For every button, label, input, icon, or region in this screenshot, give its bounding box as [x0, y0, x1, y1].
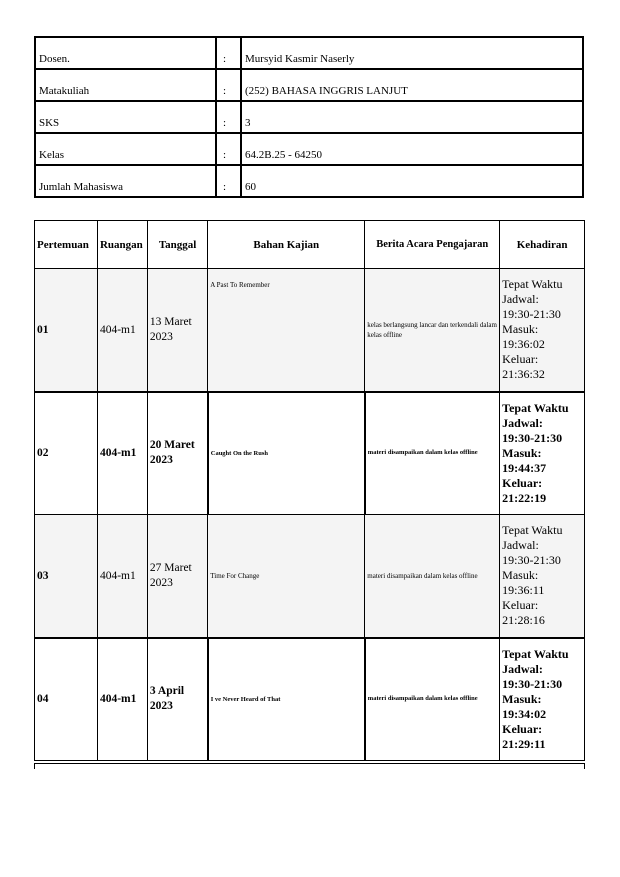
- schedule-time: 19:30-21:30: [502, 307, 561, 322]
- table-row: [35, 269, 585, 392]
- checkout-label: Keluar:: [502, 352, 539, 367]
- date: [147, 515, 207, 638]
- meeting-number: 04: [35, 638, 98, 761]
- header-bahan-kajian: Bahan Kajian: [208, 221, 365, 269]
- info-value: 60: [241, 165, 583, 197]
- table-row: [35, 392, 585, 515]
- attendance-status: Tepat Waktu: [502, 523, 563, 538]
- table-continuation-tick-right: [584, 763, 585, 769]
- date: [147, 269, 207, 392]
- table-row: [35, 638, 585, 761]
- info-label: Jumlah Mahasiswa: [35, 165, 216, 197]
- meeting-number: 02: [35, 392, 98, 515]
- checkin-time: 19:36:02: [502, 337, 545, 352]
- room: 404-m1: [97, 638, 147, 761]
- attendance: [500, 515, 585, 638]
- info-label: Matakuliah: [35, 69, 216, 101]
- schedule-label: Jadwal:: [502, 292, 539, 307]
- header-kehadiran: Kehadiran: [500, 221, 585, 269]
- date: [147, 392, 207, 515]
- schedule-label: Jadwal:: [502, 538, 539, 553]
- meeting-number: 01: [35, 269, 98, 392]
- info-row-kelas: [35, 133, 583, 165]
- room: 404-m1: [97, 392, 147, 515]
- checkin-time: 19:44:37: [502, 460, 547, 475]
- attendance-status: Tepat Waktu: [502, 400, 569, 415]
- info-row-dosen: [35, 37, 583, 69]
- info-value: 3: [241, 101, 583, 133]
- checkout-label: Keluar:: [502, 721, 543, 736]
- teaching-report: materi disampaikan dalam kelas offline: [365, 638, 500, 761]
- info-label: SKS: [35, 101, 216, 133]
- checkin-label: Masuk:: [502, 568, 539, 583]
- schedule-time: 19:30-21:30: [502, 430, 563, 445]
- info-separator: :: [216, 165, 241, 197]
- checkout-time: 21:29:11: [502, 736, 546, 751]
- attendance: [500, 392, 585, 515]
- table-header-row: [35, 221, 585, 269]
- attendance: [500, 269, 585, 392]
- date-year: 2023: [149, 330, 173, 343]
- table-continuation-tick-left: [34, 763, 35, 769]
- info-separator: :: [216, 37, 241, 69]
- meeting-number: 03: [35, 515, 98, 638]
- header-pertemuan: Pertemuan: [35, 221, 98, 269]
- info-row-sks: [35, 101, 583, 133]
- header-tanggal: Tanggal: [147, 221, 207, 269]
- attendance-status: Tepat Waktu: [502, 646, 569, 661]
- checkin-label: Masuk:: [502, 445, 542, 460]
- table-continuation-line: [34, 763, 585, 764]
- checkout-time: 21:36:32: [502, 367, 545, 382]
- meeting-log-table: [34, 220, 585, 761]
- info-separator: :: [216, 69, 241, 101]
- topic: Caught On the Rush: [208, 392, 365, 515]
- checkin-label: Masuk:: [502, 322, 539, 337]
- topic: A Past To Remember: [208, 269, 365, 392]
- checkin-time: 19:36:11: [502, 583, 545, 598]
- schedule-time: 19:30-21:30: [502, 553, 561, 568]
- attendance: [500, 638, 585, 761]
- course-info-table: [34, 36, 584, 198]
- header-berita-acara: Berita Acara Pengajaran: [365, 221, 500, 269]
- date-day-month: 3 April: [149, 685, 185, 698]
- info-row-jumlah-mahasiswa: [35, 165, 583, 197]
- date-year: 2023: [149, 454, 173, 467]
- room: 404-m1: [97, 269, 147, 392]
- date-year: 2023: [149, 576, 173, 589]
- header-ruangan: Ruangan: [97, 221, 147, 269]
- info-value: 64.2B.25 - 64250: [241, 133, 583, 165]
- schedule-label: Jadwal:: [502, 661, 543, 676]
- teaching-report: kelas berlangsung lancar dan terkendali dalam kelas offline: [365, 269, 500, 392]
- date-day-month: 20 Maret: [149, 439, 195, 452]
- table-row: [35, 515, 585, 638]
- date-year: 2023: [149, 700, 173, 713]
- checkout-time: 21:22:19: [502, 490, 547, 505]
- checkin-time: 19:34:02: [502, 706, 547, 721]
- info-separator: :: [216, 133, 241, 165]
- checkout-label: Keluar:: [502, 475, 543, 490]
- date-day-month: 27 Maret: [149, 561, 192, 574]
- checkout-label: Keluar:: [502, 598, 539, 613]
- info-label: Kelas: [35, 133, 216, 165]
- attendance-status: Tepat Waktu: [502, 277, 563, 292]
- teaching-report: materi disampaikan dalam kelas offline: [365, 392, 500, 515]
- schedule-label: Jadwal:: [502, 415, 543, 430]
- topic: Time For Change: [208, 515, 365, 638]
- checkin-label: Masuk:: [502, 691, 542, 706]
- info-label: Dosen.: [35, 37, 216, 69]
- teaching-report: materi disampaikan dalam kelas offline: [365, 515, 500, 638]
- info-row-matakuliah: [35, 69, 583, 101]
- room: 404-m1: [97, 515, 147, 638]
- info-value: (252) BAHASA INGGRIS LANJUT: [241, 69, 583, 101]
- date-day-month: 13 Maret: [149, 315, 192, 328]
- date: [147, 638, 207, 761]
- info-separator: :: [216, 101, 241, 133]
- topic: I ve Never Heard of That: [208, 638, 365, 761]
- info-value: Mursyid Kasmir Naserly: [241, 37, 583, 69]
- checkout-time: 21:28:16: [502, 613, 545, 628]
- schedule-time: 19:30-21:30: [502, 676, 563, 691]
